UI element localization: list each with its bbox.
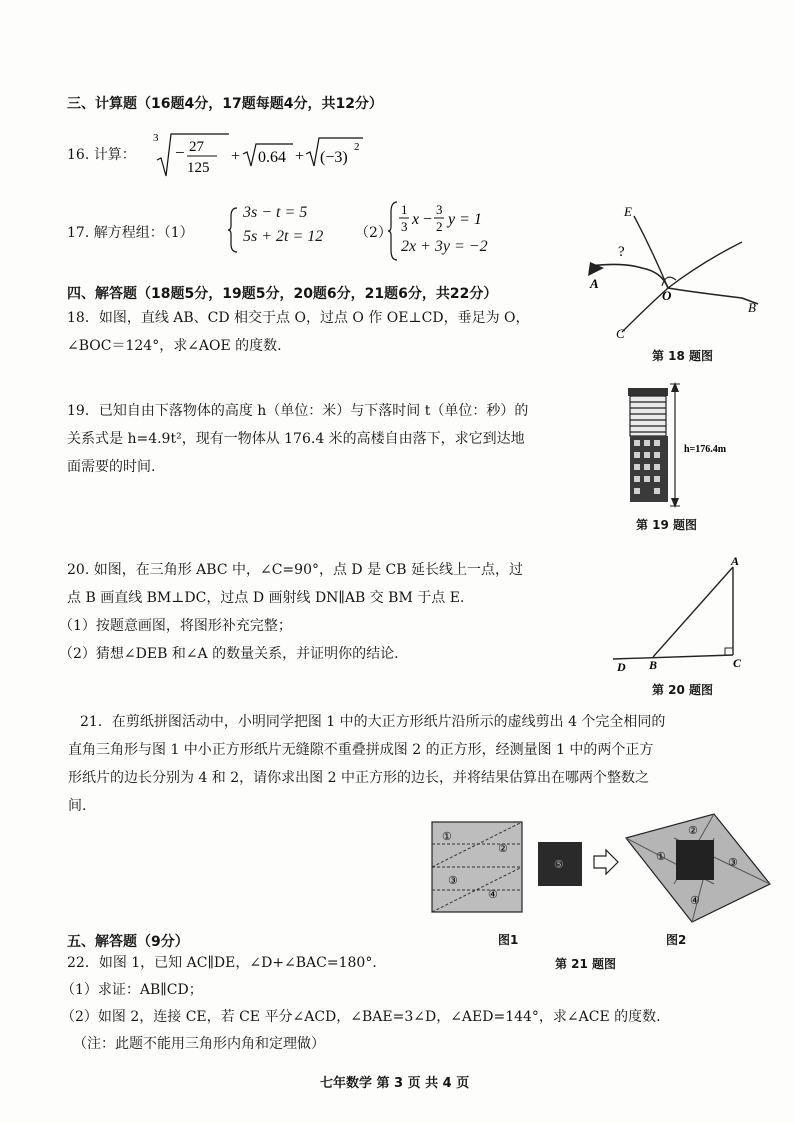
- q19-line2: 关系式是 h=4.9t²，现有一物体从 176.4 米的高楼自由落下，求它到达地: [67, 431, 525, 447]
- q16-denominator: 125: [187, 160, 210, 176]
- figure-18: [582, 200, 772, 345]
- q19-line3: 面需要的时间.: [67, 459, 156, 475]
- q21-line1: 21．在剪纸拼图活动中，小明同学把图 1 中的大正方形纸片沿所示的虚线剪出 4 个完全相同的: [80, 714, 666, 730]
- svg-text:−: −: [423, 211, 433, 228]
- svg-text:−: −: [175, 143, 185, 162]
- figure-20-triangle: [605, 555, 765, 675]
- section-3-heading: 三、计算题（16题4分，17题每题4分，共12分）: [67, 96, 383, 112]
- q16-term3: (−3): [320, 149, 348, 166]
- question-16: [67, 132, 367, 182]
- svg-text:3: 3: [436, 202, 443, 217]
- fig20-label-b: B: [649, 658, 658, 672]
- fig20-label-a: A: [731, 555, 740, 568]
- question-22: [61, 950, 767, 1058]
- question-19: [67, 397, 612, 481]
- page-footer: 七年数学 第 3 页 共 4 页: [320, 1076, 470, 1091]
- fig21-fig2-num-1: ①: [656, 851, 666, 863]
- fig21-num-5: ⑤: [554, 859, 564, 871]
- question-17: [67, 200, 527, 265]
- figure-21-caption: 第 21 题图: [555, 957, 617, 971]
- fig21-num-2: ②: [498, 843, 508, 855]
- question-20: [59, 556, 602, 668]
- q22-line4: （注：此题不能用三角形内角和定理做）: [73, 1036, 325, 1052]
- svg-text:+: +: [231, 148, 241, 165]
- q16-root-index: 3: [153, 132, 159, 144]
- fig18-label-b: B: [748, 300, 756, 315]
- q17-eq2a-end: y = 1: [448, 211, 482, 228]
- figure-19-building: [618, 378, 768, 513]
- figure-21-label-1: 图1: [498, 933, 519, 947]
- figure-21: [428, 808, 778, 933]
- q16-label: 16. 计算：: [67, 147, 136, 163]
- q17-label2: （2）: [355, 225, 392, 241]
- fig21-num-1: ①: [442, 831, 452, 843]
- fig18-label-a: A: [590, 276, 599, 291]
- figure-18-caption: 第 18 题图: [652, 349, 714, 363]
- q21-line4: 间.: [68, 798, 87, 814]
- fig21-fig2-num-2: ②: [688, 825, 698, 837]
- fig19-height-label: h=176.4m: [684, 444, 727, 455]
- q22-line3: （2）如图 2，连接 CE，若 CE 平分∠ACD，∠BAE=3∠D，∠AED=144°，求∠ACE 的度数.: [61, 1009, 661, 1025]
- q17-eq1b: 5s + 2t = 12: [243, 228, 324, 245]
- q20-line3: （1）按题意画图，将图形补充完整；: [59, 618, 292, 634]
- section-4-heading: 四、解答题（18题5分，19题5分，20题6分，21题6分，共22分）: [67, 286, 498, 302]
- q20-line1: 20. 如图，在三角形 ABC 中，∠C=90°，点 D 是 CB 延长线上一点，过: [67, 562, 523, 578]
- fig18-question-mark: ?: [618, 244, 625, 260]
- fig21-num-3: ③: [448, 875, 458, 887]
- question-21: [68, 708, 770, 820]
- q18-line1: 18．如图，直线 AB、CD 相交于点 O，过点 O 作 OE⊥CD，垂足为 O，: [67, 310, 530, 326]
- figure-21-label-2: 图2: [666, 933, 687, 947]
- q21-line2: 直角三角形与图 1 中小正方形纸片无缝隙不重叠拼成图 2 的正方形，经测量图 1 中的两个正方: [68, 742, 654, 758]
- q17-eq2b: 2x + 3y = −2: [401, 238, 488, 255]
- svg-text:2: 2: [436, 219, 443, 234]
- q16-formula: [145, 132, 365, 182]
- fig21-fig2-num-3: ③: [728, 857, 738, 869]
- q19-line1: 19．已知自由下落物体的高度 h（单位：米）与下落时间 t（单位：秒）的: [67, 403, 529, 419]
- fig18-label-c: C: [616, 326, 625, 341]
- figure-20-caption: 第 20 题图: [652, 683, 714, 697]
- q18-line2: ∠BOC＝124°，求∠AOE 的度数.: [67, 338, 282, 354]
- section-5-heading: 五、解答题（9分）: [67, 934, 189, 950]
- q22-line1: 22．如图 1，已知 AC∥DE，∠D+∠BAC=180°．: [67, 955, 387, 971]
- q16-term2: 0.64: [258, 149, 286, 166]
- q16-numerator: 27: [189, 139, 204, 155]
- q21-line3: 形纸片的边长分别为 4 和 2，请你求出图 2 中正方形的边长，并将结果估算出在哪两个整数之: [68, 770, 649, 786]
- q22-line2: （1）求证：AB∥CD；: [61, 982, 203, 998]
- svg-text:+: +: [295, 148, 305, 165]
- svg-text:x: x: [412, 211, 420, 228]
- q17-label: 17. 解方程组：（1）: [67, 225, 194, 241]
- fig18-label-e: E: [624, 204, 632, 219]
- question-18: [67, 304, 587, 360]
- figure-19-caption: 第 19 题图: [636, 518, 698, 532]
- q17-eq2a: [399, 200, 499, 236]
- fig20-label-c: C: [733, 656, 742, 670]
- q20-line2: 点 B 画直线 BM⊥DC，过点 D 画射线 DN∥AB 交 BM 于点 E.: [67, 590, 465, 606]
- fig21-num-4: ④: [488, 889, 498, 901]
- fig20-label-d: D: [617, 660, 626, 674]
- fig18-label-o: O: [662, 288, 672, 303]
- svg-text:3: 3: [401, 219, 408, 234]
- svg-text:1: 1: [401, 202, 408, 217]
- q16-exp: 2: [354, 141, 360, 153]
- q20-line4: （2）猜想∠DEB 和∠A 的数量关系，并证明你的结论.: [59, 646, 399, 662]
- q17-eq1a: 3s − t = 5: [243, 204, 308, 221]
- fig21-fig2-num-4: ④: [690, 895, 700, 907]
